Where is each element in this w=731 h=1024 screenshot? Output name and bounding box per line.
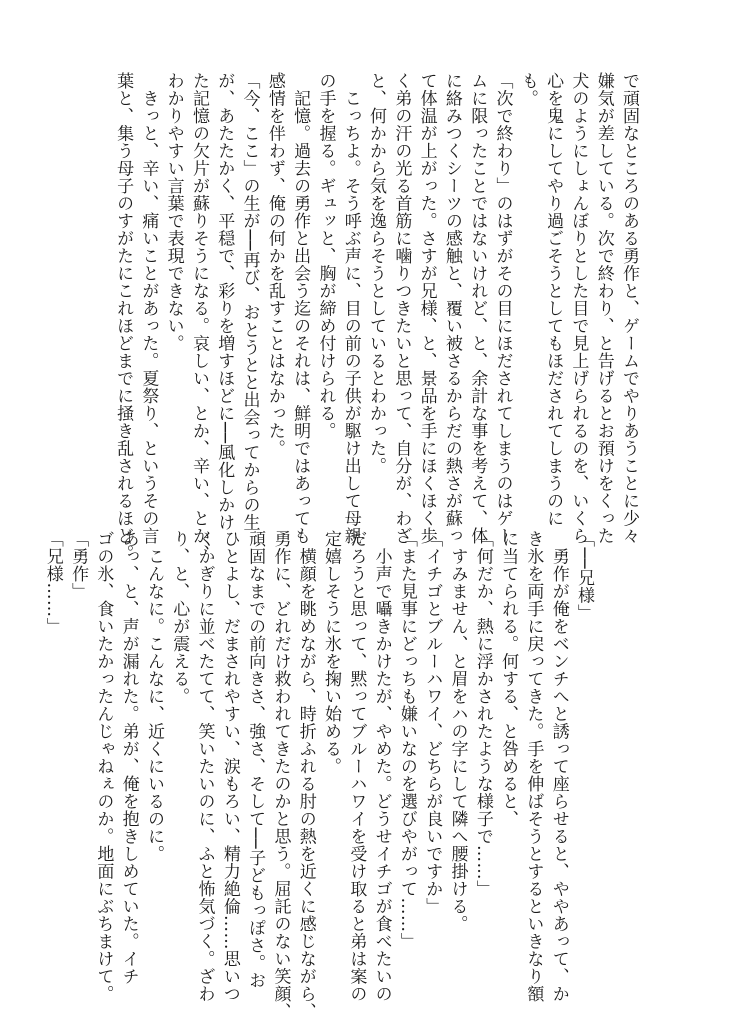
text-line: も。 [517,72,538,107]
text-line: こんなに。こんなに、近くにいるのに。 [143,530,164,863]
text-line: ゴの氷、食いたかったんじゃねぇのか。地面にぶちまけて。 [93,530,114,1003]
text-line: 「イチゴとブルーハワイ、どちらが良いですか」 [422,530,443,915]
text-line: 「勇作」 [68,530,89,600]
text-line: 勇作が俺をベンチへと誘って座らせると、ややあって、か [548,530,569,1003]
text-block-upper [81,72,641,562]
text-line: 横顔を眺めながら、時折ふれる肘の熱を近くに感じながら、 [295,530,316,1020]
text-line: ひとよし、だまされやすい、涙もろい、精力絶倫……思いつ [219,530,240,1003]
text-line: に当てられる。何する、と咎めると、 [498,530,519,828]
text-line: 葉と、集う母子のすがたにこれほどまでに掻き乱されるほど。 [113,72,134,562]
text-line: 記憶。過去の勇作と出会う迄のそれは、鮮明ではあっても [290,72,311,545]
text-line: 「今、ここ」の生が──再び、おとうとと出会ってからの生 [239,72,260,531]
text-line: が、あたたかく、平穏で、彩りを増すほどに──風化しかけ [214,72,235,531]
text-line: だろうと思って、黙ってブルーハワイを受け取ると弟は案の [346,530,367,1003]
text-line: すみません、と眉をハの字にして隣へ腰掛ける。 [447,530,468,933]
text-line: に絡みつくシーツの感触と、覆い被さるからだの熱さが蘇っ [441,72,462,545]
text-line: く弟の汗の光る首筋に噛りつきたいと思って、自分が、わざ [391,72,412,545]
text-block-lower [42,530,596,1020]
text-line: 頑固なまでの前向きさ、強さ、そして──子どもっぽさ。お [245,530,266,989]
text-line: て体温が上がった。さすが兄様、と、景品を手にほくほく歩 [416,72,437,545]
text-line: き氷を両手に戻ってきた。手を伸ばそうとするといきなり額 [523,530,544,1003]
text-line: 心を鬼にしてやり過ごそうとしてもほだされてしまうのに [543,72,564,527]
text-line: 犬のようにしょんぼりとした目で見上げられるのを、いくら [568,72,589,545]
text-line: 「兄様……」 [42,530,63,635]
text-line: 「何だか、熱に浮かされたような様子で……」 [472,530,493,898]
text-line: た記憶の欠片が蘇りそうになる。哀しい、とか、辛い、とか、 [188,72,209,562]
text-line: 「また見事にどっちも嫌いなのを選びやがって……」 [396,530,417,950]
text-line: で頑固なところのある勇作と、ゲームでやりあうことに少々 [619,72,639,545]
text-line: 勇作に、どれだけ救われてきたのかと思う。屈託のない笑顔、 [270,530,291,1020]
text-line: 小声で囁きかけたが、やめた。どうせイチゴが食べたいの [371,530,392,1003]
text-line: 定嬉しそうに氷を掬い始める。 [321,530,342,775]
text-line: ムに限ったことではないけれど、と、余計な事を考えて、体 [467,72,488,545]
text-line: の手を握る。ギュッと、胸が締め付けられる。 [315,72,336,440]
text-line: きっと、辛い、痛いことがあった。夏祭り、というその言 [138,72,159,545]
text-line: 「次で終わり」のはずがその目にほだされてしまうのはゲー [492,72,513,545]
text-line: こっちよ。そう呼ぶ声に、目の前の子供が駆け出して母親 [340,72,361,545]
text-line: と、何かから気を逸らそうとしているとわかった。 [366,72,387,475]
text-line: 感情を伴わず、俺の何かを乱すことはなかった。 [264,72,285,457]
text-line: わかりやすい言葉で表現できない。 [163,72,184,352]
text-line: 「──兄様」 [574,530,594,622]
text-line: 嫌気が差している。次で終わり、と告げるとお預けをくった [593,72,614,545]
text-line: くかぎりに並べたてて、笑いたいのに、ふと怖気づく。ざわ [194,530,215,1003]
text-line: り、と、心が震える。 [169,530,190,705]
text-line: あっ、と、声が漏れた。弟が、俺を抱きしめていた。イチ [118,530,139,985]
